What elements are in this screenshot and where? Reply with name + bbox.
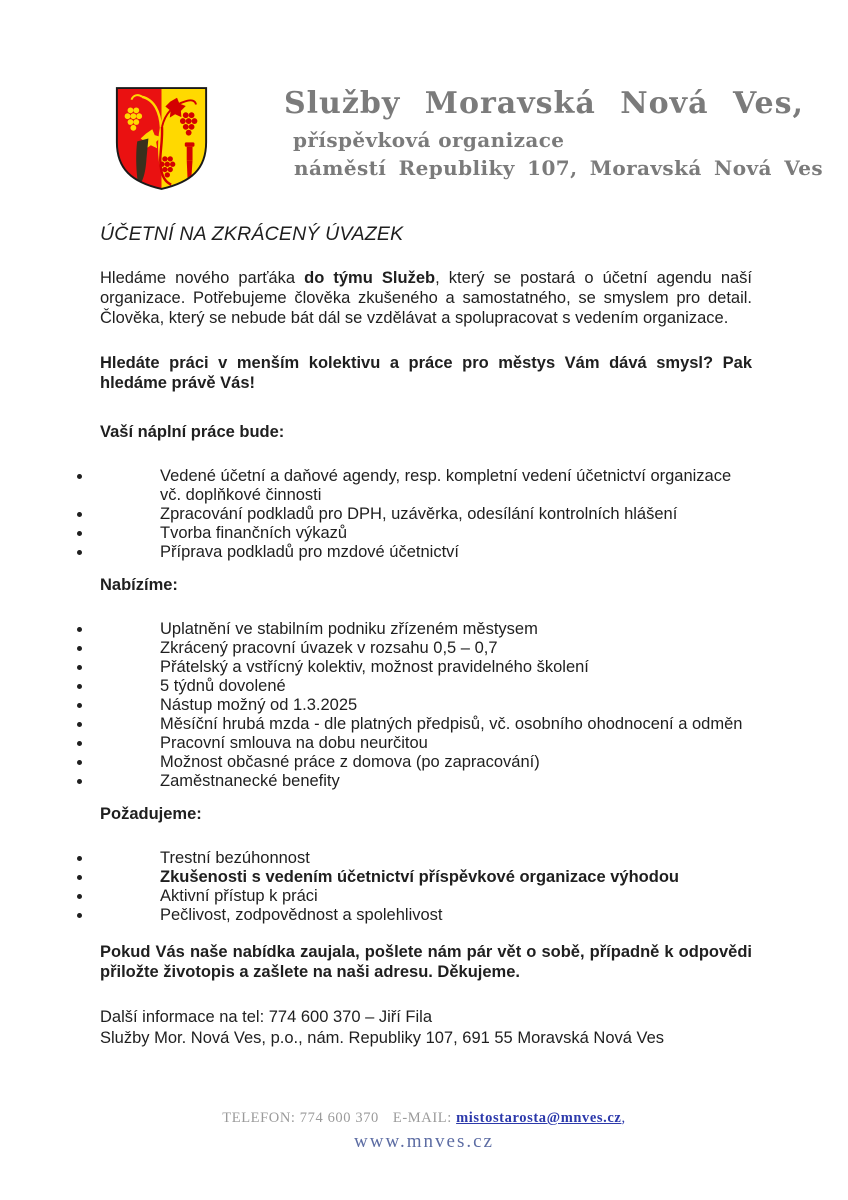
list-item: Měsíční hrubá mzda - dle platných předpisů, vč. osobního ohodnocení a odměn: [76, 715, 752, 734]
list-item: Zpracování podkladů pro DPH, uzávěrka, odesílání kontrolních hlášení: [76, 505, 752, 524]
bullet-list: [76, 620, 752, 791]
list-item: Uplatnění ve stabilním podniku zřízeném městysem: [76, 620, 752, 639]
intro-paragraph: [100, 268, 752, 328]
section-heading: Požadujeme:: [100, 805, 202, 823]
list-item: Pracovní smlouva na dobu neurčitou: [76, 734, 752, 753]
letterhead: [113, 85, 823, 192]
contact-phone-line: Další informace na tel: 774 600 370 – Jiří Fila: [100, 1008, 433, 1026]
list-item: Přátelský a vstřícný kolektiv, možnost pravidelného školení: [76, 658, 752, 677]
list-item: Tvorba finančních výkazů: [76, 524, 752, 543]
org-name: Služby Moravská Nová Ves,: [284, 86, 804, 121]
job-title: ÚČETNÍ NA ZKRÁCENÝ ÚVAZEK: [100, 223, 404, 245]
closing-paragraph: Pokud Vás naše nabídka zaujala, pošlete nám pár vět o sobě, případně k odpovědi přiložte životopis a zašlete na naši adresu. Děkujeme.: [100, 943, 752, 981]
org-address: náměstí Republiky 107, Moravská Nová Ves: [294, 155, 824, 180]
pitch-paragraph: Hledáte práci v menším kolektivu a práce pro městys Vám dává smysl? Pak hledáme právě Vás!: [100, 354, 752, 392]
list-item: Zaměstnanecké benefity: [76, 772, 752, 791]
contact-address-line: Služby Mor. Nová Ves, p.o., nám. Republiky 107, 691 55 Moravská Nová Ves: [100, 1029, 665, 1047]
list-item: Aktivní přístup k práci: [76, 887, 752, 906]
list-item: Nástup možný od 1.3.2025: [76, 696, 752, 715]
footer-contact-line: [0, 1110, 848, 1127]
document-body: [100, 222, 752, 1049]
list-item: Trestní bezúhonnost: [76, 849, 752, 868]
footer-phone: 774 600 370: [299, 1110, 379, 1126]
list-item: Příprava podkladů pro mzdové účetnictví: [76, 543, 752, 562]
bullet-list: [76, 467, 752, 562]
shield-icon: [113, 85, 210, 192]
footer-website: www.mnves.cz: [354, 1131, 494, 1152]
list-item: Pečlivost, zodpovědnost a spolehlivost: [76, 906, 752, 925]
section-heading: Vaší náplní práce bude:: [100, 423, 285, 441]
letterhead-text: [284, 88, 823, 180]
job-sections: [100, 422, 752, 925]
intro-text-start: Hledáme nového parťáka: [100, 269, 305, 287]
list-item: Vedené účetní a daňové agendy, resp. kompletní vedení účetnictví organizace vč. doplňkové činnosti: [76, 467, 752, 505]
list-item: Zkrácený pracovní úvazek v rozsahu 0,5 – 0,7: [76, 639, 752, 658]
list-item: Možnost občasné práce z domova (po zapracování): [76, 753, 752, 772]
footer-comma: ,: [621, 1110, 626, 1126]
list-item: 5 týdnů dovolené: [76, 677, 752, 696]
bullet-list: [76, 849, 752, 925]
footer-phone-label: TELEFON:: [222, 1110, 296, 1126]
list-item: Zkušenosti s vedením účetnictví příspěvkové organizace výhodou: [76, 868, 752, 887]
page-footer: [0, 1110, 848, 1153]
coat-of-arms-logo: [113, 85, 210, 192]
intro-text-bold: do týmu Služeb: [304, 269, 436, 287]
footer-email-label: E-MAIL:: [392, 1110, 452, 1126]
email-link[interactable]: mistostarosta@mnves.cz: [456, 1110, 622, 1126]
section-heading: Nabízíme:: [100, 576, 178, 594]
org-type: příspěvková organizace: [293, 127, 565, 152]
intro-text-end: , který se postará o účetní agendu naší organizace. Potřebujeme člověka zkušeného a samostatného, se smyslem pro detail. Člověka, který se nebude bát dál se vzdělávat a spolupracovat s vedením organizace.: [100, 269, 753, 327]
